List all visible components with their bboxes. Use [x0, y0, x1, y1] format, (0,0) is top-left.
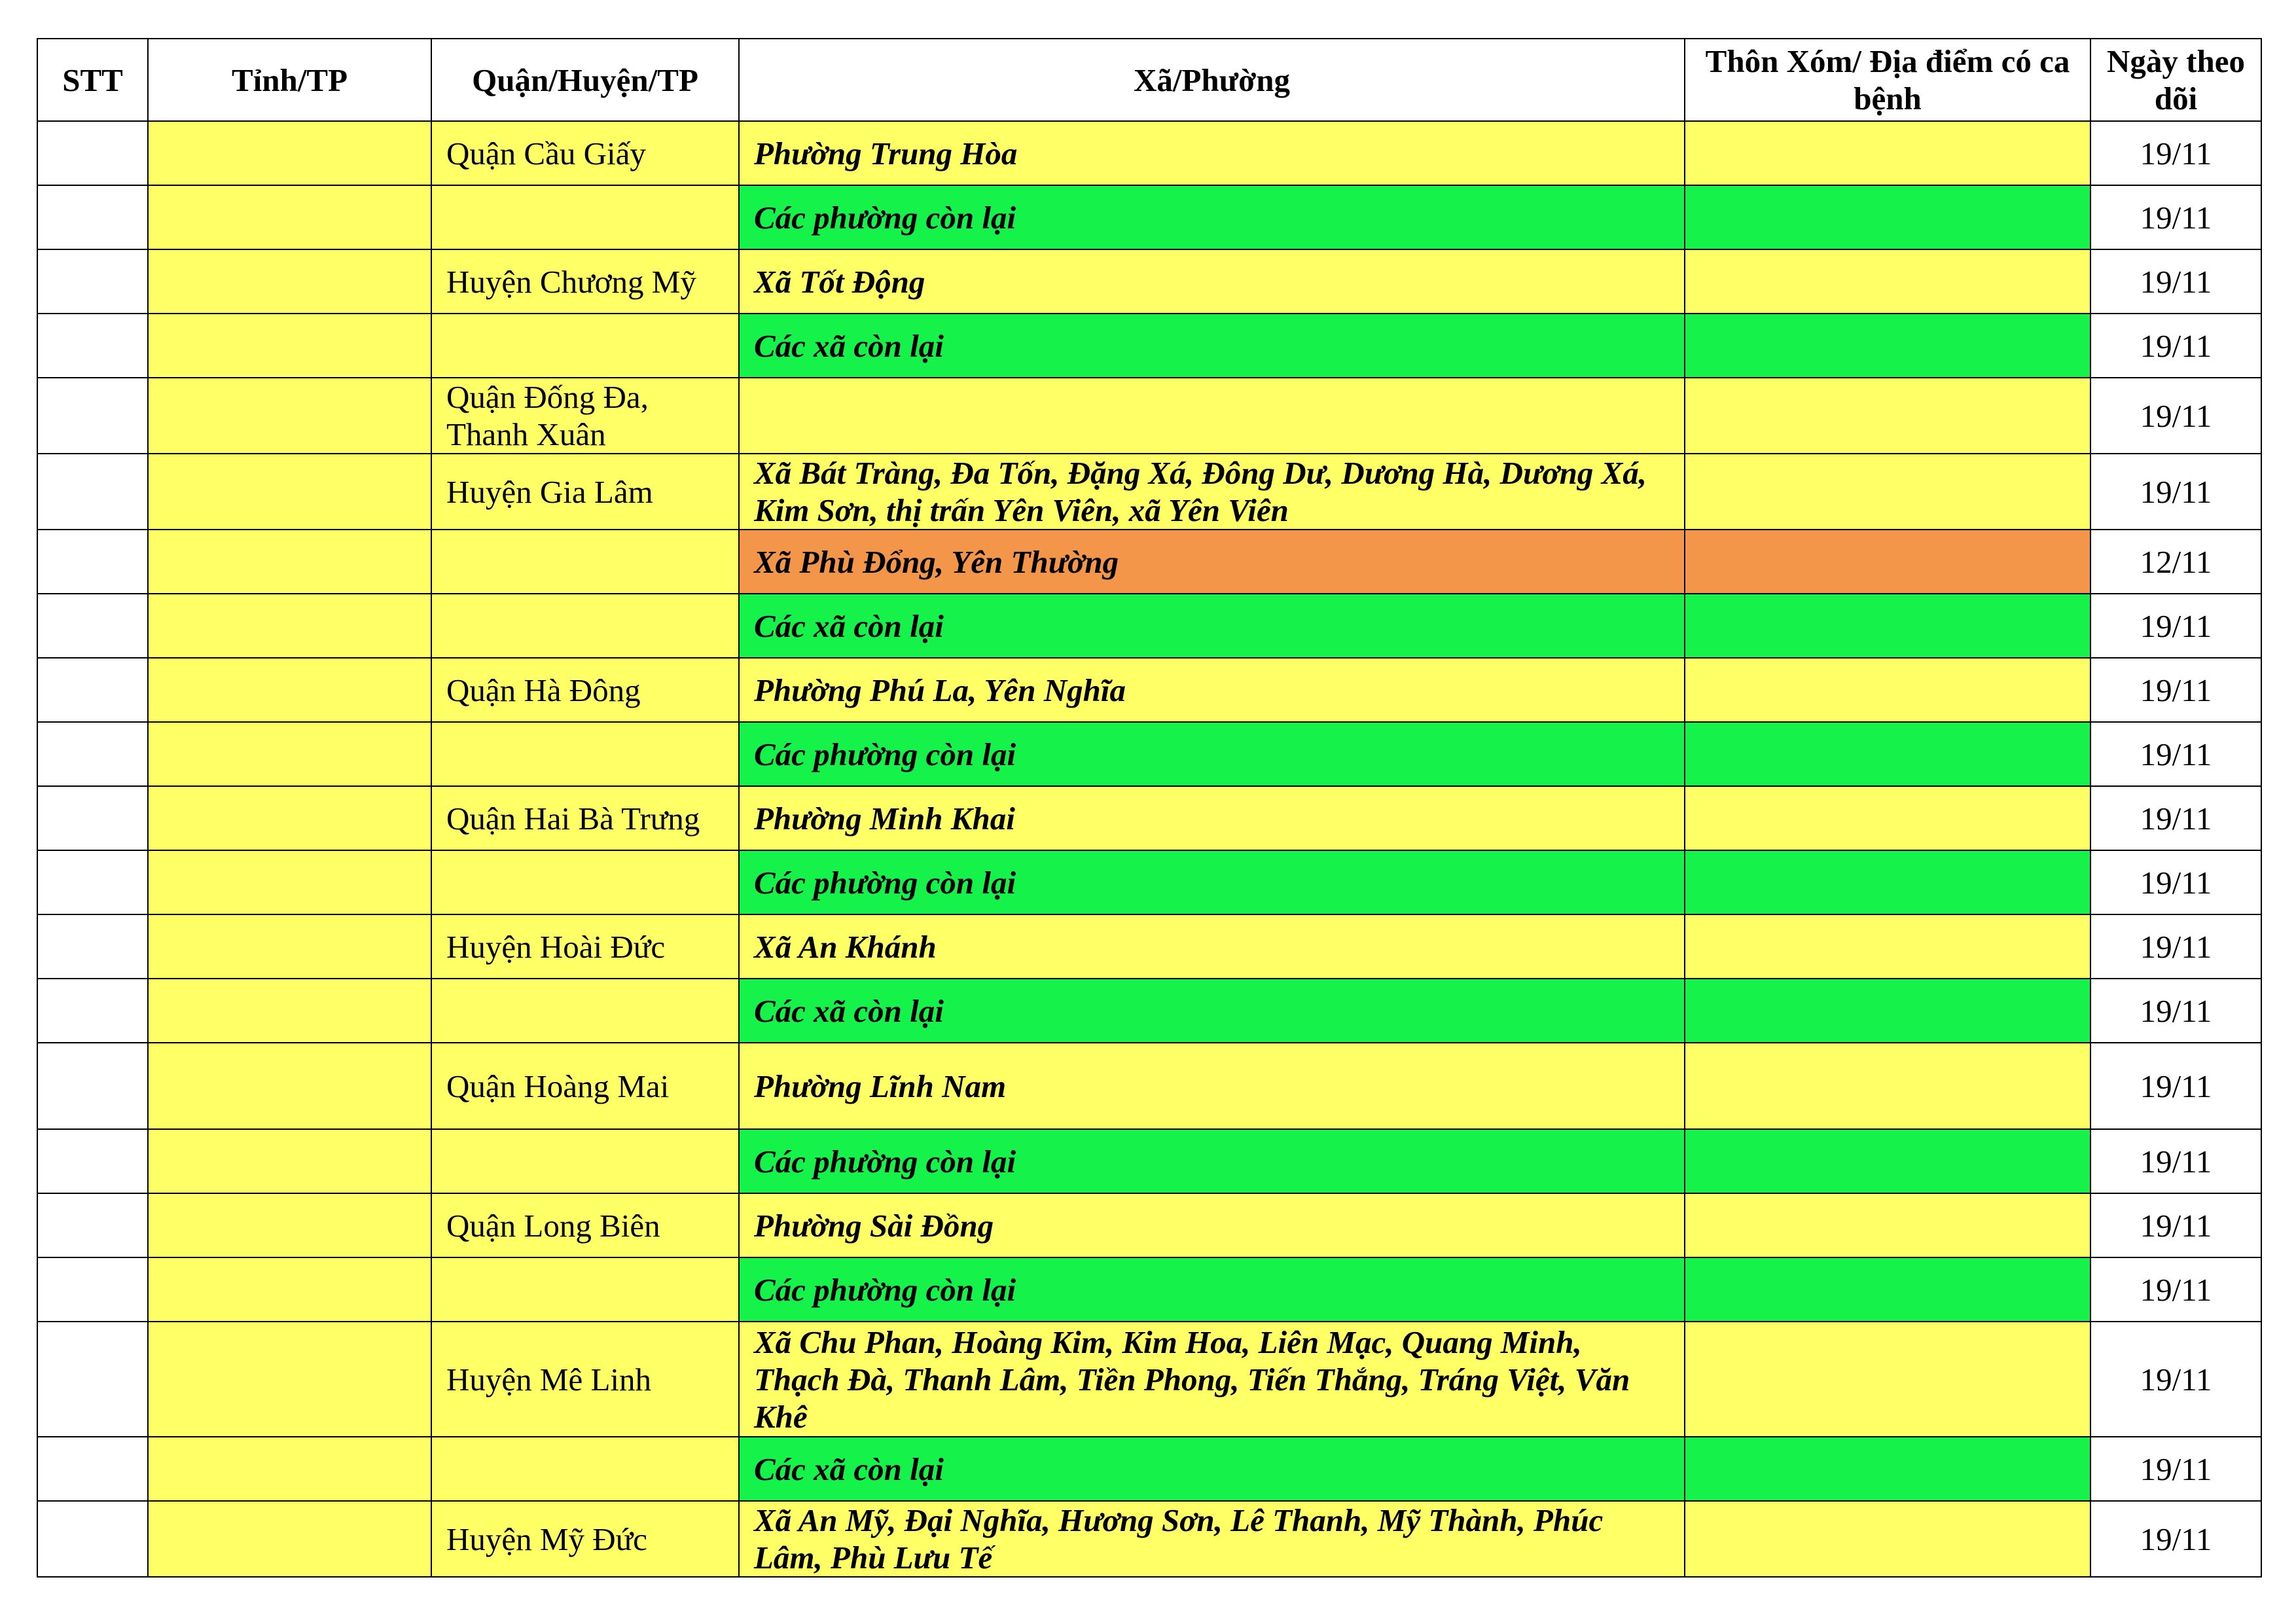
table-row [37, 1257, 2261, 1322]
thon-xom-cell [1685, 1322, 2090, 1437]
tinh-cell [148, 1501, 431, 1577]
stt-cell [37, 121, 148, 185]
date-cell: 19/11 [2090, 121, 2261, 185]
tinh-cell [148, 1322, 431, 1437]
tinh-cell [148, 314, 431, 378]
stt-cell [37, 1257, 148, 1322]
date-cell: 19/11 [2090, 1193, 2261, 1257]
xa-phuong-cell: Các xã còn lại [739, 979, 1685, 1043]
tinh-cell [148, 1129, 431, 1193]
thon-xom-cell [1685, 594, 2090, 658]
thon-xom-cell [1685, 979, 2090, 1043]
date-cell: 19/11 [2090, 722, 2261, 786]
xa-phuong-cell: Phường Lĩnh Nam [739, 1043, 1685, 1129]
tinh-cell [148, 185, 431, 249]
thon-xom-cell [1685, 1193, 2090, 1257]
tinh-cell [148, 530, 431, 594]
xa-phuong-cell: Xã Chu Phan, Hoàng Kim, Kim Hoa, Liên Mạc, Quang Minh, Thạch Đà, Thanh Lâm, Tiền Phong, Tiến Thắng, Tráng Việt, Văn Khê [739, 1322, 1685, 1437]
date-cell: 19/11 [2090, 1257, 2261, 1322]
stt-cell [37, 1501, 148, 1577]
district-cell [431, 1437, 739, 1501]
thon-xom-cell [1685, 121, 2090, 185]
xa-phuong-cell: Các phường còn lại [739, 722, 1685, 786]
xa-phuong-cell: Các xã còn lại [739, 314, 1685, 378]
table-row [37, 1193, 2261, 1257]
table-row [37, 850, 2261, 914]
table-row [37, 914, 2261, 979]
district-cell [431, 594, 739, 658]
thon-xom-cell [1685, 530, 2090, 594]
xa-phuong-cell: Các phường còn lại [739, 1257, 1685, 1322]
table-row [37, 786, 2261, 850]
date-cell: 19/11 [2090, 454, 2261, 530]
stt-cell [37, 979, 148, 1043]
xa-phuong-cell: Xã Bát Tràng, Đa Tốn, Đặng Xá, Đông Dư, Dương Hà, Dương Xá, Kim Sơn, thị trấn Yên Viên, xã Yên Viên [739, 454, 1685, 530]
district-cell [431, 1257, 739, 1322]
district-cell [431, 979, 739, 1043]
thon-xom-cell [1685, 1257, 2090, 1322]
stt-cell [37, 314, 148, 378]
thon-xom-cell [1685, 1043, 2090, 1129]
table-row [37, 594, 2261, 658]
thon-xom-cell [1685, 786, 2090, 850]
tinh-cell [148, 786, 431, 850]
xa-phuong-cell: Phường Sài Đồng [739, 1193, 1685, 1257]
district-cell: Quận Đống Đa, Thanh Xuân [431, 378, 739, 454]
thon-xom-cell [1685, 1129, 2090, 1193]
thon-xom-cell [1685, 378, 2090, 454]
district-cell: Quận Hoàng Mai [431, 1043, 739, 1129]
district-cell: Huyện Mê Linh [431, 1322, 739, 1437]
stt-cell [37, 722, 148, 786]
tinh-cell [148, 1043, 431, 1129]
xa-phuong-cell: Các xã còn lại [739, 1437, 1685, 1501]
xa-phuong-cell: Xã An Khánh [739, 914, 1685, 979]
date-cell: 19/11 [2090, 786, 2261, 850]
district-cell: Huyện Chương Mỹ [431, 249, 739, 314]
xa-phuong-cell: Xã An Mỹ, Đại Nghĩa, Hương Sơn, Lê Thanh, Mỹ Thành, Phúc Lâm, Phù Lưu Tế [739, 1501, 1685, 1577]
district-cell: Quận Long Biên [431, 1193, 739, 1257]
district-cell [431, 530, 739, 594]
table-row [37, 1322, 2261, 1437]
stt-cell [37, 1043, 148, 1129]
date-cell: 19/11 [2090, 979, 2261, 1043]
date-cell: 19/11 [2090, 378, 2261, 454]
date-cell: 19/11 [2090, 914, 2261, 979]
stt-cell [37, 1322, 148, 1437]
stt-cell [37, 786, 148, 850]
district-cell: Quận Hà Đông [431, 658, 739, 722]
xa-phuong-cell: Các phường còn lại [739, 1129, 1685, 1193]
xa-phuong-cell: Phường Phú La, Yên Nghĩa [739, 658, 1685, 722]
district-cell [431, 850, 739, 914]
thon-xom-cell [1685, 249, 2090, 314]
table-row [37, 1501, 2261, 1577]
xa-phuong-cell: Xã Tốt Động [739, 249, 1685, 314]
date-cell: 19/11 [2090, 185, 2261, 249]
tinh-cell [148, 121, 431, 185]
table-row [37, 454, 2261, 530]
tinh-cell [148, 1437, 431, 1501]
table-row [37, 249, 2261, 314]
xa-phuong-cell: Các phường còn lại [739, 850, 1685, 914]
table-body [37, 121, 2261, 1577]
date-cell: 19/11 [2090, 1129, 2261, 1193]
table-row [37, 314, 2261, 378]
tinh-cell [148, 1193, 431, 1257]
date-cell: 12/11 [2090, 530, 2261, 594]
date-cell: 19/11 [2090, 1043, 2261, 1129]
district-cell [431, 185, 739, 249]
table-row [37, 378, 2261, 454]
header-ngay-theo-doi: Ngày theo dõi [2090, 39, 2261, 121]
date-cell: 19/11 [2090, 658, 2261, 722]
xa-phuong-cell: Xã Phù Đổng, Yên Thường [739, 530, 1685, 594]
stt-cell [37, 914, 148, 979]
thon-xom-cell [1685, 454, 2090, 530]
header-xa-phuong: Xã/Phường [739, 39, 1685, 121]
district-cell: Quận Cầu Giấy [431, 121, 739, 185]
tinh-cell [148, 658, 431, 722]
date-cell: 19/11 [2090, 314, 2261, 378]
date-cell: 19/11 [2090, 594, 2261, 658]
table-row [37, 1437, 2261, 1501]
thon-xom-cell [1685, 658, 2090, 722]
date-cell: 19/11 [2090, 1437, 2261, 1501]
tinh-cell [148, 850, 431, 914]
stt-cell [37, 1129, 148, 1193]
district-cell [431, 1129, 739, 1193]
stt-cell [37, 1437, 148, 1501]
date-cell: 19/11 [2090, 1322, 2261, 1437]
tinh-cell [148, 378, 431, 454]
tinh-cell [148, 249, 431, 314]
district-cell: Huyện Mỹ Đức [431, 1501, 739, 1577]
tinh-cell [148, 979, 431, 1043]
xa-phuong-cell [739, 378, 1685, 454]
header-thon-xom: Thôn Xóm/ Địa điểm có ca bệnh [1685, 39, 2090, 121]
thon-xom-cell [1685, 722, 2090, 786]
district-cell [431, 722, 739, 786]
thon-xom-cell [1685, 314, 2090, 378]
table-row [37, 722, 2261, 786]
covid-monitoring-table [37, 38, 2262, 1578]
stt-cell [37, 454, 148, 530]
xa-phuong-cell: Phường Minh Khai [739, 786, 1685, 850]
table-row [37, 979, 2261, 1043]
thon-xom-cell [1685, 850, 2090, 914]
stt-cell [37, 658, 148, 722]
district-cell: Huyện Gia Lâm [431, 454, 739, 530]
table-row [37, 121, 2261, 185]
stt-cell [37, 594, 148, 658]
table-row [37, 658, 2261, 722]
header-stt: STT [37, 39, 148, 121]
stt-cell [37, 185, 148, 249]
thon-xom-cell [1685, 1501, 2090, 1577]
date-cell: 19/11 [2090, 249, 2261, 314]
xa-phuong-cell: Các xã còn lại [739, 594, 1685, 658]
district-cell [431, 314, 739, 378]
thon-xom-cell [1685, 914, 2090, 979]
table-row [37, 1129, 2261, 1193]
tinh-cell [148, 1257, 431, 1322]
date-cell: 19/11 [2090, 1501, 2261, 1577]
tinh-cell [148, 594, 431, 658]
district-cell: Quận Hai Bà Trưng [431, 786, 739, 850]
stt-cell [37, 530, 148, 594]
xa-phuong-cell: Các phường còn lại [739, 185, 1685, 249]
district-cell: Huyện Hoài Đức [431, 914, 739, 979]
xa-phuong-cell: Phường Trung Hòa [739, 121, 1685, 185]
stt-cell [37, 378, 148, 454]
header-row [37, 39, 2261, 121]
header-tinh: Tỉnh/TP [148, 39, 431, 121]
thon-xom-cell [1685, 1437, 2090, 1501]
stt-cell [37, 249, 148, 314]
tinh-cell [148, 454, 431, 530]
tinh-cell [148, 914, 431, 979]
table-row [37, 185, 2261, 249]
tinh-cell [148, 722, 431, 786]
header-quan-huyen: Quận/Huyện/TP [431, 39, 739, 121]
thon-xom-cell [1685, 185, 2090, 249]
stt-cell [37, 1193, 148, 1257]
date-cell: 19/11 [2090, 850, 2261, 914]
table-row [37, 1043, 2261, 1129]
table-row [37, 530, 2261, 594]
stt-cell [37, 850, 148, 914]
